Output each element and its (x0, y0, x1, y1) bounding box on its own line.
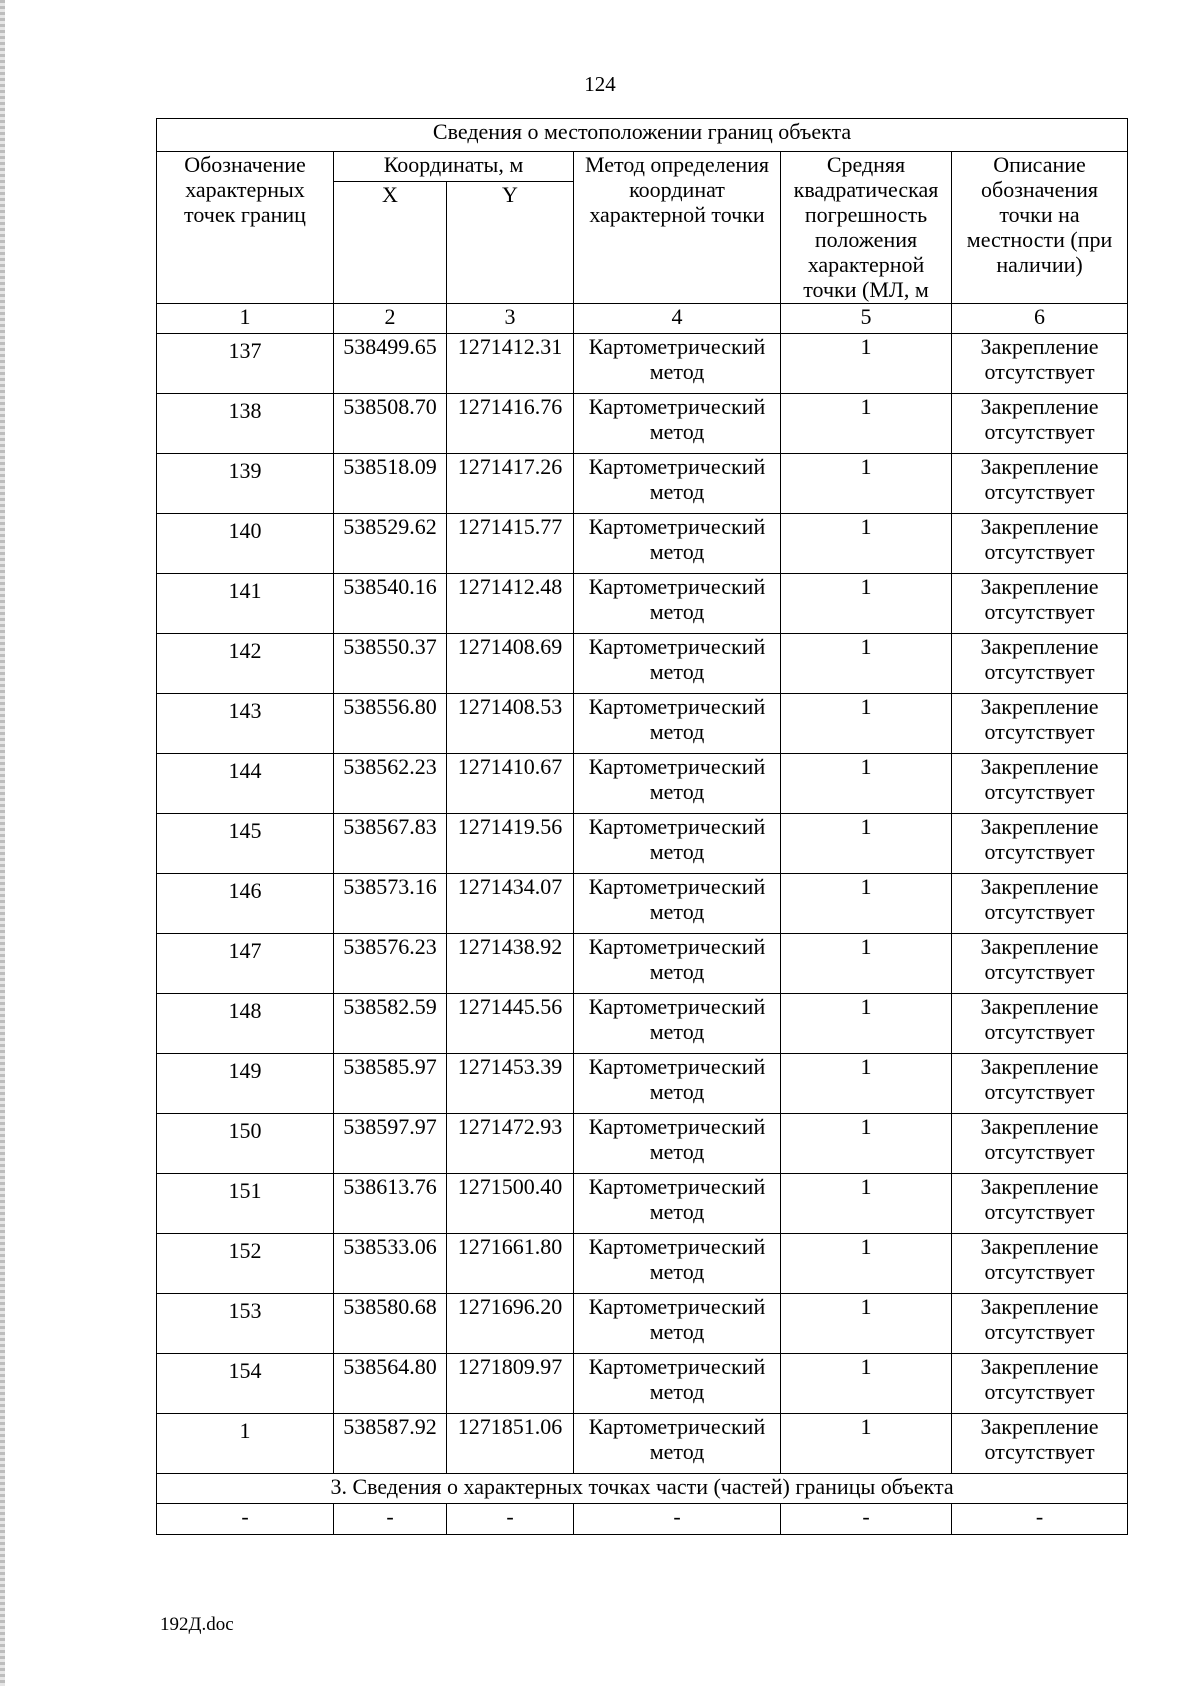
header-description: Описание обозначения точки на местности (при наличии) (952, 152, 1128, 304)
description-cell: Закрепление отсутствует (952, 1354, 1128, 1414)
point-cell: 145 (157, 814, 334, 874)
table-row (157, 1354, 1128, 1414)
y-coordinate-cell: 1271434.07 (447, 874, 574, 934)
description-cell: Закрепление отсутствует (952, 574, 1128, 634)
description-cell: Закрепление отсутствует (952, 1414, 1128, 1474)
description-cell: Закрепление отсутствует (952, 634, 1128, 694)
error-cell: 1 (781, 994, 952, 1054)
y-coordinate-cell: 1271417.26 (447, 454, 574, 514)
y-coordinate-cell: 1271416.76 (447, 394, 574, 454)
empty-cell: - (157, 1504, 334, 1535)
section-row (157, 1474, 1128, 1504)
point-cell: 142 (157, 634, 334, 694)
error-cell: 1 (781, 694, 952, 754)
error-cell: 1 (781, 1354, 952, 1414)
point-cell: 153 (157, 1294, 334, 1354)
y-coordinate-cell: 1271412.48 (447, 574, 574, 634)
column-number-row (157, 304, 1128, 334)
header-method: Метод определения координат характерной точки (574, 152, 781, 304)
table-row (157, 1414, 1128, 1474)
x-coordinate-cell: 538556.80 (334, 694, 447, 754)
y-coordinate-cell: 1271696.20 (447, 1294, 574, 1354)
header-error: Средняя квадратическая погрешность положения характерной точки (МЛ, м (781, 152, 952, 304)
point-cell: 141 (157, 574, 334, 634)
point-cell: 137 (157, 334, 334, 394)
y-coordinate-cell: 1271412.31 (447, 334, 574, 394)
point-cell: 152 (157, 1234, 334, 1294)
table-row (157, 1114, 1128, 1174)
table-row (157, 934, 1128, 994)
empty-cell: - (781, 1504, 952, 1535)
empty-cell: - (574, 1504, 781, 1535)
y-coordinate-cell: 1271445.56 (447, 994, 574, 1054)
column-number: 4 (574, 304, 781, 334)
x-coordinate-cell: 538613.76 (334, 1174, 447, 1234)
table-row (157, 514, 1128, 574)
table-title: Сведения о местоположении границ объекта (157, 119, 1128, 152)
method-cell: Картометрический метод (574, 574, 781, 634)
description-cell: Закрепление отсутствует (952, 514, 1128, 574)
method-cell: Картометрический метод (574, 514, 781, 574)
table-row (157, 1174, 1128, 1234)
y-coordinate-cell: 1271408.69 (447, 634, 574, 694)
method-cell: Картометрический метод (574, 1174, 781, 1234)
x-coordinate-cell: 538573.16 (334, 874, 447, 934)
point-cell: 150 (157, 1114, 334, 1174)
x-coordinate-cell: 538564.80 (334, 1354, 447, 1414)
method-cell: Картометрический метод (574, 1354, 781, 1414)
table-row (157, 1234, 1128, 1294)
description-cell: Закрепление отсутствует (952, 334, 1128, 394)
y-coordinate-cell: 1271472.93 (447, 1114, 574, 1174)
error-cell: 1 (781, 1054, 952, 1114)
header-coords: Координаты, м (334, 152, 574, 182)
boundary-table (156, 118, 1128, 1535)
table-row (157, 754, 1128, 814)
error-cell: 1 (781, 1174, 952, 1234)
point-cell: 139 (157, 454, 334, 514)
y-coordinate-cell: 1271453.39 (447, 1054, 574, 1114)
method-cell: Картометрический метод (574, 454, 781, 514)
table-row (157, 694, 1128, 754)
error-cell: 1 (781, 334, 952, 394)
table-row (157, 454, 1128, 514)
method-cell: Картометрический метод (574, 1234, 781, 1294)
column-number: 5 (781, 304, 952, 334)
method-cell: Картометрический метод (574, 394, 781, 454)
method-cell: Картометрический метод (574, 754, 781, 814)
error-cell: 1 (781, 514, 952, 574)
method-cell: Картометрический метод (574, 334, 781, 394)
column-number: 1 (157, 304, 334, 334)
y-coordinate-cell: 1271809.97 (447, 1354, 574, 1414)
x-coordinate-cell: 538582.59 (334, 994, 447, 1054)
y-coordinate-cell: 1271438.92 (447, 934, 574, 994)
x-coordinate-cell: 538540.16 (334, 574, 447, 634)
method-cell: Картометрический метод (574, 994, 781, 1054)
point-cell: 146 (157, 874, 334, 934)
y-coordinate-cell: 1271410.67 (447, 754, 574, 814)
table-title-row (157, 119, 1128, 152)
method-cell: Картометрический метод (574, 934, 781, 994)
description-cell: Закрепление отсутствует (952, 1054, 1128, 1114)
document-filename: 192Д.doc (160, 1614, 234, 1635)
method-cell: Картометрический метод (574, 1054, 781, 1114)
method-cell: Картометрический метод (574, 1294, 781, 1354)
empty-cell: - (334, 1504, 447, 1535)
x-coordinate-cell: 538597.97 (334, 1114, 447, 1174)
x-coordinate-cell: 538580.68 (334, 1294, 447, 1354)
x-coordinate-cell: 538587.92 (334, 1414, 447, 1474)
error-cell: 1 (781, 574, 952, 634)
point-cell: 154 (157, 1354, 334, 1414)
table-body (157, 119, 1128, 1535)
header-row (157, 152, 1128, 182)
table-row (157, 1054, 1128, 1114)
error-cell: 1 (781, 394, 952, 454)
method-cell: Картометрический метод (574, 874, 781, 934)
x-coordinate-cell: 538529.62 (334, 514, 447, 574)
column-number: 6 (952, 304, 1128, 334)
y-coordinate-cell: 1271408.53 (447, 694, 574, 754)
description-cell: Закрепление отсутствует (952, 994, 1128, 1054)
table-row (157, 634, 1128, 694)
empty-row (157, 1504, 1128, 1535)
error-cell: 1 (781, 1414, 952, 1474)
description-cell: Закрепление отсутствует (952, 874, 1128, 934)
table-row (157, 994, 1128, 1054)
x-coordinate-cell: 538499.65 (334, 334, 447, 394)
error-cell: 1 (781, 1294, 952, 1354)
table-row (157, 334, 1128, 394)
y-coordinate-cell: 1271419.56 (447, 814, 574, 874)
x-coordinate-cell: 538508.70 (334, 394, 447, 454)
point-cell: 138 (157, 394, 334, 454)
point-cell: 148 (157, 994, 334, 1054)
y-coordinate-cell: 1271851.06 (447, 1414, 574, 1474)
point-cell: 147 (157, 934, 334, 994)
error-cell: 1 (781, 634, 952, 694)
scan-edge (0, 0, 5, 1686)
error-cell: 1 (781, 1114, 952, 1174)
table-row (157, 814, 1128, 874)
error-cell: 1 (781, 814, 952, 874)
page-number: 124 (584, 72, 616, 96)
header-x: X (334, 182, 447, 304)
point-cell: 149 (157, 1054, 334, 1114)
method-cell: Картометрический метод (574, 814, 781, 874)
point-cell: 1 (157, 1414, 334, 1474)
error-cell: 1 (781, 454, 952, 514)
error-cell: 1 (781, 874, 952, 934)
empty-cell: - (952, 1504, 1128, 1535)
error-cell: 1 (781, 1234, 952, 1294)
header-y: Y (447, 182, 574, 304)
point-cell: 140 (157, 514, 334, 574)
description-cell: Закрепление отсутствует (952, 1174, 1128, 1234)
column-number: 3 (447, 304, 574, 334)
method-cell: Картометрический метод (574, 1114, 781, 1174)
description-cell: Закрепление отсутствует (952, 1234, 1128, 1294)
description-cell: Закрепление отсутствует (952, 754, 1128, 814)
x-coordinate-cell: 538533.06 (334, 1234, 447, 1294)
method-cell: Картометрический метод (574, 694, 781, 754)
section-title: 3. Сведения о характерных точках части (частей) границы объекта (157, 1474, 1128, 1504)
description-cell: Закрепление отсутствует (952, 394, 1128, 454)
point-cell: 151 (157, 1174, 334, 1234)
table-row (157, 394, 1128, 454)
description-cell: Закрепление отсутствует (952, 814, 1128, 874)
header-point: Обозначение характерных точек границ (157, 152, 334, 304)
point-cell: 143 (157, 694, 334, 754)
method-cell: Картометрический метод (574, 1414, 781, 1474)
x-coordinate-cell: 538576.23 (334, 934, 447, 994)
y-coordinate-cell: 1271661.80 (447, 1234, 574, 1294)
table-row (157, 874, 1128, 934)
description-cell: Закрепление отсутствует (952, 694, 1128, 754)
x-coordinate-cell: 538562.23 (334, 754, 447, 814)
table-row (157, 574, 1128, 634)
description-cell: Закрепление отсутствует (952, 934, 1128, 994)
empty-cell: - (447, 1504, 574, 1535)
description-cell: Закрепление отсутствует (952, 454, 1128, 514)
table-row (157, 1294, 1128, 1354)
error-cell: 1 (781, 934, 952, 994)
description-cell: Закрепление отсутствует (952, 1294, 1128, 1354)
point-cell: 144 (157, 754, 334, 814)
description-cell: Закрепление отсутствует (952, 1114, 1128, 1174)
x-coordinate-cell: 538567.83 (334, 814, 447, 874)
y-coordinate-cell: 1271500.40 (447, 1174, 574, 1234)
method-cell: Картометрический метод (574, 634, 781, 694)
column-number: 2 (334, 304, 447, 334)
error-cell: 1 (781, 754, 952, 814)
x-coordinate-cell: 538585.97 (334, 1054, 447, 1114)
x-coordinate-cell: 538550.37 (334, 634, 447, 694)
x-coordinate-cell: 538518.09 (334, 454, 447, 514)
y-coordinate-cell: 1271415.77 (447, 514, 574, 574)
